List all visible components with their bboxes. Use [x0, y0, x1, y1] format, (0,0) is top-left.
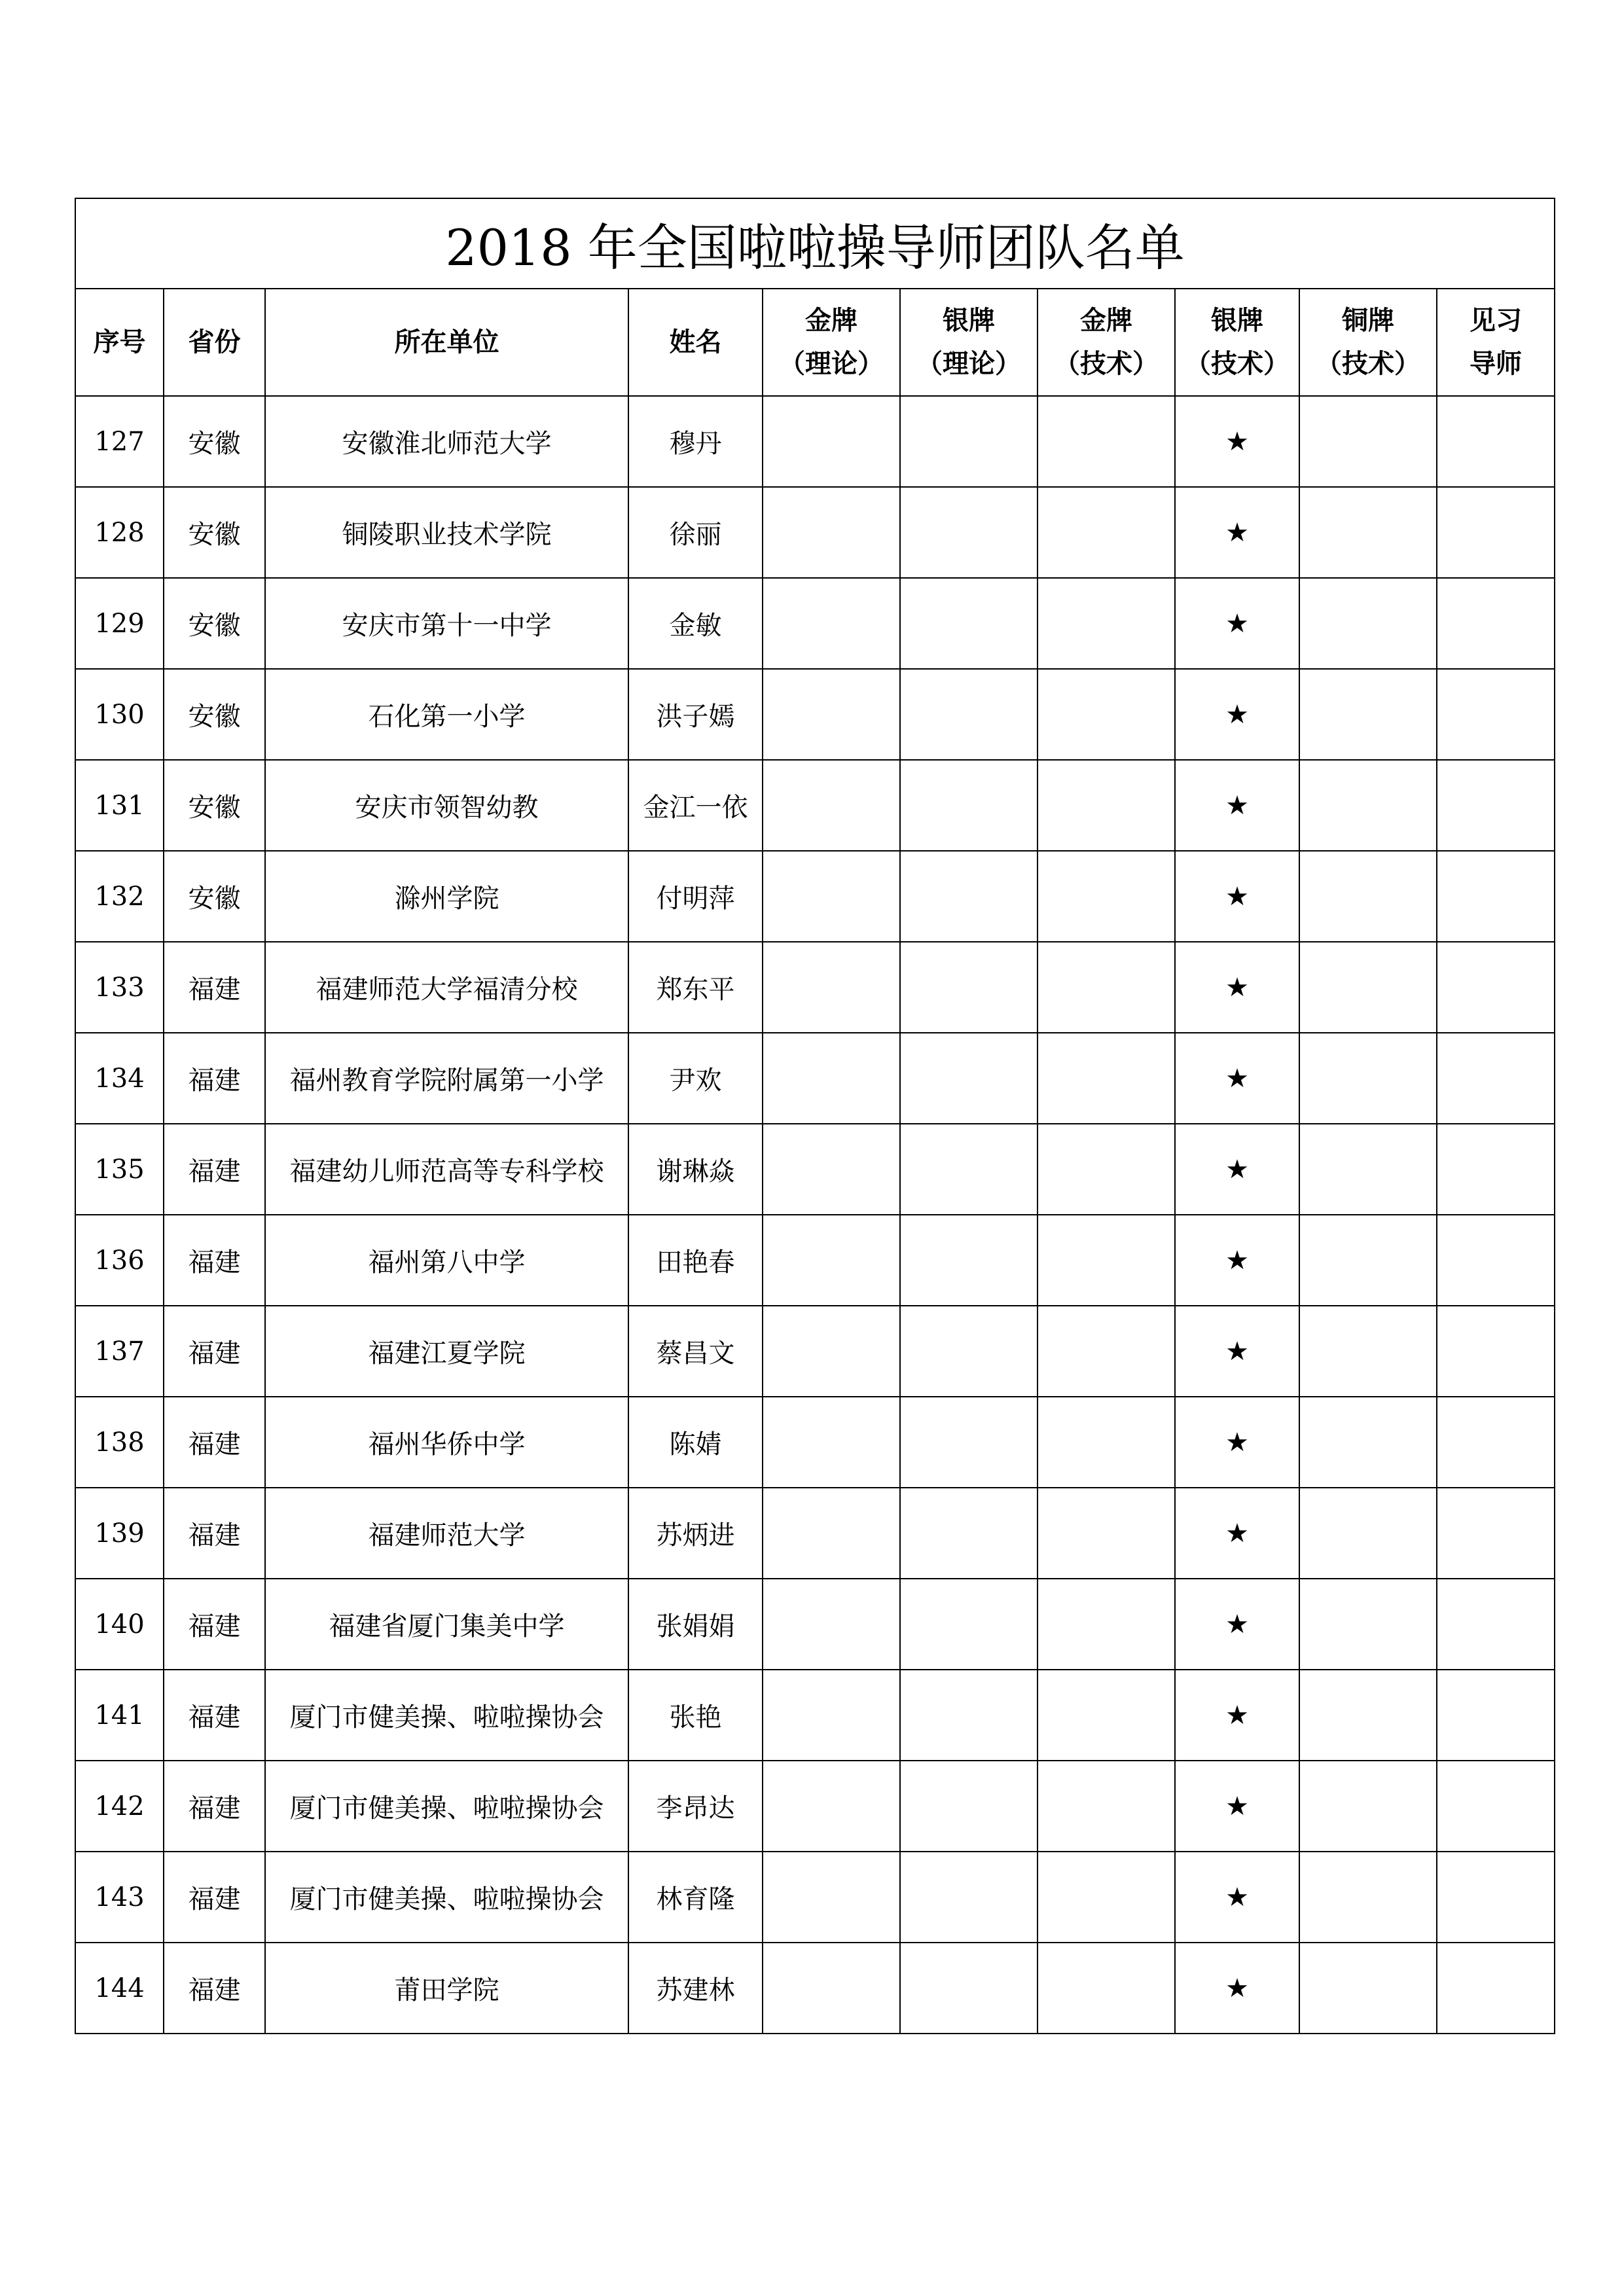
cell-province: 福建: [164, 1306, 265, 1397]
cell-name: 谢琳焱: [628, 1124, 763, 1215]
header-silver-tech: [1175, 289, 1299, 396]
cell-unit: 福建幼儿师范高等专科学校: [265, 1124, 628, 1215]
table-row: [75, 578, 1555, 669]
cell-no: 143: [75, 1852, 164, 1943]
cell-gold-tech: [1038, 578, 1175, 669]
cell-intern: [1437, 1124, 1555, 1215]
header-intern-line2: 导师: [1470, 348, 1522, 379]
cell-unit: 福建省厦门集美中学: [265, 1579, 628, 1670]
cell-name: 张艳: [628, 1670, 763, 1761]
cell-no: 130: [75, 669, 164, 760]
cell-name: 张娟娟: [628, 1579, 763, 1670]
cell-no: 144: [75, 1943, 164, 2034]
cell-gold-tech: [1038, 396, 1175, 487]
cell-bronze-tech: [1299, 396, 1437, 487]
cell-province: 福建: [164, 1124, 265, 1215]
cell-gold-tech: [1038, 1124, 1175, 1215]
cell-silver-tech-star-icon: ★: [1175, 396, 1299, 487]
cell-province: 福建: [164, 1033, 265, 1124]
cell-bronze-tech: [1299, 578, 1437, 669]
cell-gold-tech: [1038, 669, 1175, 760]
cell-province: 福建: [164, 1670, 265, 1761]
cell-province: 安徽: [164, 669, 265, 760]
cell-silver-tech-star-icon: ★: [1175, 942, 1299, 1033]
header-intern: [1437, 289, 1555, 396]
header-gold-theory-line2: （理论）: [779, 348, 884, 379]
cell-no: 132: [75, 851, 164, 942]
header-silver-theory: [900, 289, 1038, 396]
cell-bronze-tech: [1299, 1488, 1437, 1579]
cell-gold-theory: [763, 1215, 900, 1306]
cell-unit: 福州第八中学: [265, 1215, 628, 1306]
cell-gold-theory: [763, 578, 900, 669]
cell-no: 141: [75, 1670, 164, 1761]
cell-no: 133: [75, 942, 164, 1033]
roster-body: [75, 396, 1555, 2034]
cell-silver-tech-star-icon: ★: [1175, 1033, 1299, 1124]
cell-intern: [1437, 1852, 1555, 1943]
cell-silver-tech-star-icon: ★: [1175, 1761, 1299, 1852]
header-name: 姓名: [628, 289, 763, 396]
cell-bronze-tech: [1299, 1579, 1437, 1670]
cell-intern: [1437, 1397, 1555, 1488]
cell-name: 洪子嫣: [628, 669, 763, 760]
header-row: [75, 289, 1555, 396]
cell-silver-theory: [900, 851, 1038, 942]
cell-intern: [1437, 942, 1555, 1033]
header-silver-theory-line1: 银牌: [943, 305, 995, 336]
cell-silver-theory: [900, 578, 1038, 669]
cell-gold-tech: [1038, 851, 1175, 942]
cell-no: 129: [75, 578, 164, 669]
cell-gold-theory: [763, 669, 900, 760]
table-row: [75, 1306, 1555, 1397]
cell-unit: 铜陵职业技术学院: [265, 487, 628, 578]
cell-no: 135: [75, 1124, 164, 1215]
cell-gold-theory: [763, 1579, 900, 1670]
cell-name: 尹欢: [628, 1033, 763, 1124]
cell-gold-theory: [763, 1852, 900, 1943]
header-silver-tech-line1: 银牌: [1211, 305, 1263, 336]
cell-no: 139: [75, 1488, 164, 1579]
cell-silver-tech-star-icon: ★: [1175, 1488, 1299, 1579]
table-row: [75, 1852, 1555, 1943]
cell-intern: [1437, 1306, 1555, 1397]
header-gold-theory: [763, 289, 900, 396]
cell-gold-tech: [1038, 1852, 1175, 1943]
cell-gold-theory: [763, 1306, 900, 1397]
table-row: [75, 1033, 1555, 1124]
cell-silver-tech-star-icon: ★: [1175, 851, 1299, 942]
cell-unit: 福建师范大学福清分校: [265, 942, 628, 1033]
table-row: [75, 1488, 1555, 1579]
cell-bronze-tech: [1299, 1397, 1437, 1488]
cell-gold-theory: [763, 396, 900, 487]
cell-silver-tech-star-icon: ★: [1175, 1579, 1299, 1670]
cell-no: 137: [75, 1306, 164, 1397]
table-row: [75, 1943, 1555, 2034]
cell-intern: [1437, 1488, 1555, 1579]
cell-gold-tech: [1038, 1761, 1175, 1852]
cell-silver-theory: [900, 1033, 1038, 1124]
cell-no: 142: [75, 1761, 164, 1852]
table-row: [75, 487, 1555, 578]
cell-silver-theory: [900, 396, 1038, 487]
table-row: [75, 942, 1555, 1033]
cell-province: 福建: [164, 1488, 265, 1579]
cell-silver-theory: [900, 1579, 1038, 1670]
header-unit: 所在单位: [265, 289, 628, 396]
cell-bronze-tech: [1299, 1215, 1437, 1306]
cell-name: 金江一依: [628, 760, 763, 851]
cell-silver-theory: [900, 942, 1038, 1033]
cell-intern: [1437, 1761, 1555, 1852]
cell-gold-theory: [763, 1124, 900, 1215]
cell-intern: [1437, 1670, 1555, 1761]
cell-bronze-tech: [1299, 1761, 1437, 1852]
header-gold-tech-line1: 金牌: [1080, 305, 1132, 336]
cell-intern: [1437, 1215, 1555, 1306]
cell-name: 付明萍: [628, 851, 763, 942]
cell-intern: [1437, 1579, 1555, 1670]
cell-intern: [1437, 1943, 1555, 2034]
cell-silver-tech-star-icon: ★: [1175, 669, 1299, 760]
cell-silver-theory: [900, 669, 1038, 760]
table-row: [75, 1670, 1555, 1761]
page-title: 2018 年全国啦啦操导师团队名单: [75, 198, 1555, 289]
header-bronze-tech: [1299, 289, 1437, 396]
table-row: [75, 1397, 1555, 1488]
cell-bronze-tech: [1299, 1306, 1437, 1397]
cell-unit: 安庆市领智幼教: [265, 760, 628, 851]
cell-province: 安徽: [164, 760, 265, 851]
cell-unit: 安庆市第十一中学: [265, 578, 628, 669]
cell-unit: 莆田学院: [265, 1943, 628, 2034]
table-row: [75, 669, 1555, 760]
cell-silver-tech-star-icon: ★: [1175, 1670, 1299, 1761]
header-bronze-tech-line1: 铜牌: [1342, 305, 1394, 336]
cell-province: 安徽: [164, 396, 265, 487]
cell-bronze-tech: [1299, 942, 1437, 1033]
cell-name: 林育隆: [628, 1852, 763, 1943]
cell-name: 田艳春: [628, 1215, 763, 1306]
cell-gold-tech: [1038, 1215, 1175, 1306]
cell-bronze-tech: [1299, 1943, 1437, 2034]
cell-name: 郑东平: [628, 942, 763, 1033]
cell-silver-theory: [900, 1306, 1038, 1397]
header-province: 省份: [164, 289, 265, 396]
cell-gold-tech: [1038, 487, 1175, 578]
cell-province: 安徽: [164, 851, 265, 942]
cell-silver-theory: [900, 1761, 1038, 1852]
cell-province: 福建: [164, 1215, 265, 1306]
cell-silver-tech-star-icon: ★: [1175, 1943, 1299, 2034]
cell-gold-tech: [1038, 942, 1175, 1033]
cell-silver-theory: [900, 1397, 1038, 1488]
cell-silver-theory: [900, 1215, 1038, 1306]
cell-intern: [1437, 760, 1555, 851]
cell-bronze-tech: [1299, 1852, 1437, 1943]
table-row: [75, 1124, 1555, 1215]
cell-no: 140: [75, 1579, 164, 1670]
cell-name: 蔡昌文: [628, 1306, 763, 1397]
cell-bronze-tech: [1299, 760, 1437, 851]
cell-unit: 安徽淮北师范大学: [265, 396, 628, 487]
cell-gold-theory: [763, 851, 900, 942]
cell-province: 福建: [164, 942, 265, 1033]
cell-bronze-tech: [1299, 487, 1437, 578]
cell-gold-tech: [1038, 1033, 1175, 1124]
cell-no: 138: [75, 1397, 164, 1488]
cell-gold-theory: [763, 487, 900, 578]
header-gold-tech-line2: （技术）: [1054, 348, 1159, 379]
cell-intern: [1437, 396, 1555, 487]
cell-silver-tech-star-icon: ★: [1175, 1306, 1299, 1397]
header-silver-theory-line2: （理论）: [916, 348, 1021, 379]
cell-gold-theory: [763, 1488, 900, 1579]
cell-unit: 福州教育学院附属第一小学: [265, 1033, 628, 1124]
cell-no: 134: [75, 1033, 164, 1124]
cell-province: 安徽: [164, 487, 265, 578]
cell-intern: [1437, 851, 1555, 942]
cell-silver-tech-star-icon: ★: [1175, 1124, 1299, 1215]
cell-name: 陈婧: [628, 1397, 763, 1488]
header-silver-tech-line2: （技术）: [1185, 348, 1290, 379]
roster-table: [75, 198, 1555, 2034]
cell-name: 徐丽: [628, 487, 763, 578]
cell-unit: 福州华侨中学: [265, 1397, 628, 1488]
cell-gold-theory: [763, 1397, 900, 1488]
cell-province: 福建: [164, 1943, 265, 2034]
cell-gold-tech: [1038, 760, 1175, 851]
cell-gold-tech: [1038, 1488, 1175, 1579]
table-row: [75, 396, 1555, 487]
cell-gold-tech: [1038, 1579, 1175, 1670]
cell-name: 苏炳进: [628, 1488, 763, 1579]
cell-bronze-tech: [1299, 1670, 1437, 1761]
cell-silver-tech-star-icon: ★: [1175, 1852, 1299, 1943]
cell-province: 福建: [164, 1761, 265, 1852]
header-intern-line1: 见习: [1470, 305, 1522, 336]
cell-name: 李昂达: [628, 1761, 763, 1852]
cell-intern: [1437, 578, 1555, 669]
header-no: 序号: [75, 289, 164, 396]
cell-silver-tech-star-icon: ★: [1175, 1215, 1299, 1306]
cell-silver-theory: [900, 760, 1038, 851]
cell-bronze-tech: [1299, 851, 1437, 942]
cell-name: 苏建林: [628, 1943, 763, 2034]
cell-unit: 石化第一小学: [265, 669, 628, 760]
cell-bronze-tech: [1299, 1124, 1437, 1215]
cell-intern: [1437, 669, 1555, 760]
table-row: [75, 1761, 1555, 1852]
cell-gold-theory: [763, 1033, 900, 1124]
cell-no: 128: [75, 487, 164, 578]
cell-intern: [1437, 487, 1555, 578]
cell-gold-theory: [763, 760, 900, 851]
cell-no: 131: [75, 760, 164, 851]
cell-gold-tech: [1038, 1306, 1175, 1397]
cell-gold-theory: [763, 1943, 900, 2034]
cell-unit: 福建江夏学院: [265, 1306, 628, 1397]
cell-unit: 滁州学院: [265, 851, 628, 942]
cell-intern: [1437, 1033, 1555, 1124]
cell-name: 金敏: [628, 578, 763, 669]
cell-bronze-tech: [1299, 1033, 1437, 1124]
cell-name: 穆丹: [628, 396, 763, 487]
cell-gold-theory: [763, 942, 900, 1033]
cell-silver-theory: [900, 1124, 1038, 1215]
cell-unit: 厦门市健美操、啦啦操协会: [265, 1761, 628, 1852]
cell-silver-theory: [900, 487, 1038, 578]
cell-silver-theory: [900, 1488, 1038, 1579]
cell-no: 127: [75, 396, 164, 487]
cell-province: 安徽: [164, 578, 265, 669]
cell-silver-tech-star-icon: ★: [1175, 760, 1299, 851]
cell-province: 福建: [164, 1397, 265, 1488]
table-row: [75, 760, 1555, 851]
cell-unit: 厦门市健美操、啦啦操协会: [265, 1852, 628, 1943]
cell-province: 福建: [164, 1579, 265, 1670]
cell-silver-tech-star-icon: ★: [1175, 578, 1299, 669]
header-gold-tech: [1038, 289, 1175, 396]
header-bronze-tech-line2: （技术）: [1316, 348, 1420, 379]
cell-unit: 福建师范大学: [265, 1488, 628, 1579]
cell-gold-theory: [763, 1670, 900, 1761]
cell-silver-tech-star-icon: ★: [1175, 487, 1299, 578]
cell-gold-tech: [1038, 1397, 1175, 1488]
cell-gold-tech: [1038, 1670, 1175, 1761]
cell-gold-tech: [1038, 1943, 1175, 2034]
cell-province: 福建: [164, 1852, 265, 1943]
header-gold-theory-line1: 金牌: [805, 305, 857, 336]
table-row: [75, 1579, 1555, 1670]
cell-silver-theory: [900, 1670, 1038, 1761]
cell-silver-theory: [900, 1852, 1038, 1943]
cell-unit: 厦门市健美操、啦啦操协会: [265, 1670, 628, 1761]
cell-silver-theory: [900, 1943, 1038, 2034]
cell-gold-theory: [763, 1761, 900, 1852]
table-row: [75, 851, 1555, 942]
cell-silver-tech-star-icon: ★: [1175, 1397, 1299, 1488]
table-row: [75, 1215, 1555, 1306]
cell-bronze-tech: [1299, 669, 1437, 760]
cell-no: 136: [75, 1215, 164, 1306]
